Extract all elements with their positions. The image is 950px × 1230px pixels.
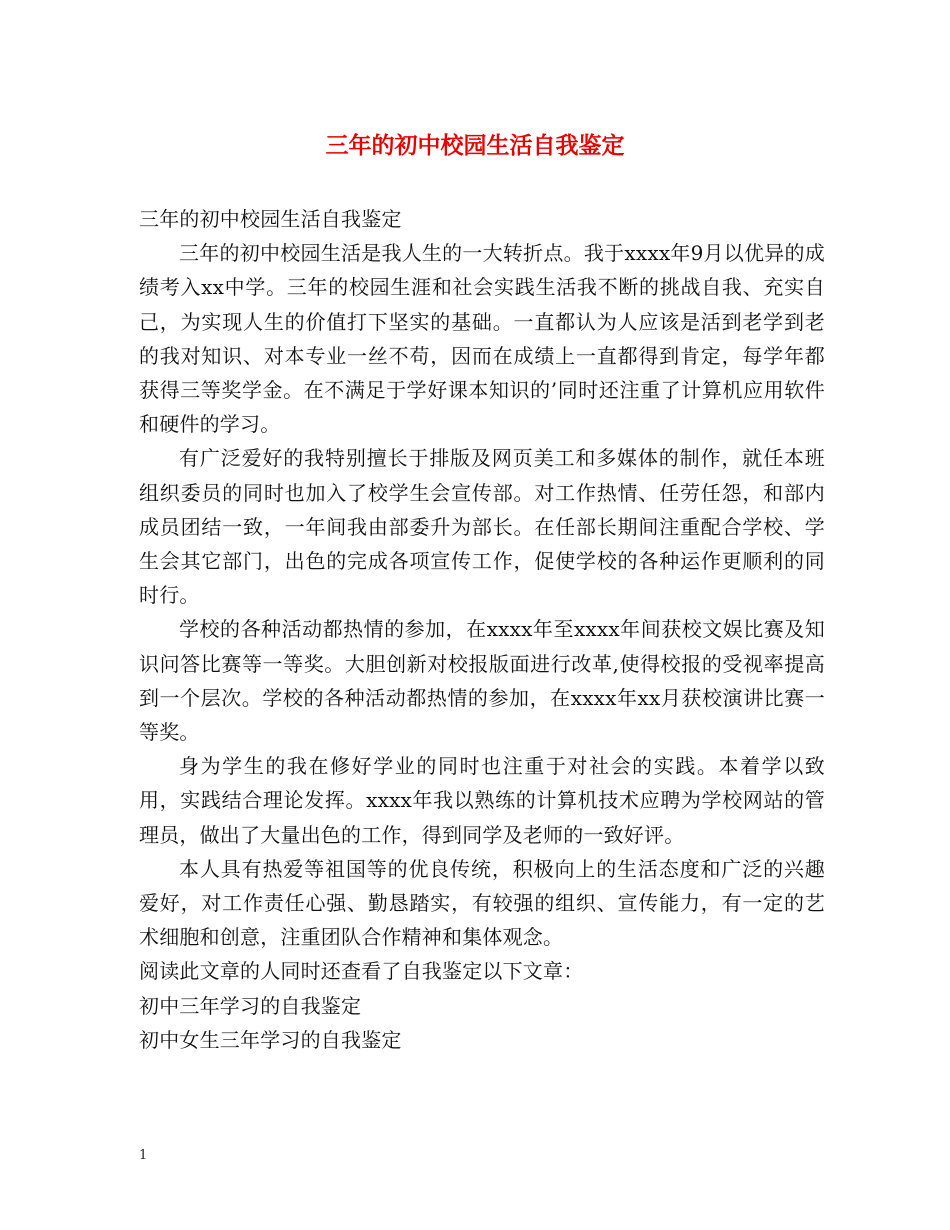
paragraph-1: 三年的初中校园生活是我人生的一大转折点。我于xxxx年9月以优异的成绩考入xx中学。三年的校园生涯和社会实践生活我不断的挑战自我、充实自己，为实现人生的价值打下坚实的基础。一直都认为人应该是活到老学到老的我对知识、对本专业一丝不苟，因而在成绩上一直都得到肯定，每学年都获得三等奖学金。在不满足于学好课本知识的’同时还注重了计算机应用软件和硬件的学习。 xyxy=(139,241,825,437)
document-body xyxy=(139,202,825,1057)
related-articles-intro: 阅读此文章的人同时还查看了自我鉴定以下文章： xyxy=(139,959,584,984)
document-subtitle: 三年的初中校园生活自我鉴定 xyxy=(139,207,402,231)
paragraph-5: 本人具有热爱等祖国等的优良传统，积极向上的生活态度和广泛的兴趣爱好，对工作责任心强、勤恳踏实，有较强的组织、宣传能力，有一定的艺术细胞和创意，注重团队合作精神和集体观念。 xyxy=(139,856,825,950)
related-article-link-1[interactable]: 初中三年学习的自我鉴定 xyxy=(139,993,362,1018)
related-article-link-2[interactable]: 初中女生三年学习的自我鉴定 xyxy=(139,1027,402,1052)
paragraph-2: 有广泛爱好的我特别擅长于排版及网页美工和多媒体的制作，就任本班组织委员的同时也加入了校学生会宣传部。对工作热情、任劳任怨，和部内成员团结一致，一年间我由部委升为部长。在任部长期间注重配合学校、学生会其它部门，出色的完成各项宣传工作，促使学校的各种运作更顺利的同时行。 xyxy=(139,446,825,608)
paragraph-4: 身为学生的我在修好学业的同时也注重于对社会的实践。本着学以致用，实践结合理论发挥。xxxx年我以熟练的计算机技术应聘为学校网站的管理员，做出了大量出色的工作，得到同学及老师的一致好评。 xyxy=(139,754,825,847)
document-title: 三年的初中校园生活自我鉴定 xyxy=(325,132,625,159)
page-number: 1 xyxy=(139,1148,148,1163)
paragraph-3: 学校的各种活动都热情的参加，在xxxx年至xxxx年间获校文娱比赛及知识问答比赛等一等奖。大胆创新对校报版面进行改革,使得校报的受视率提高到一个层次。学校的各种活动都热情的参加，在xxxx年xx月获校演讲比赛一等奖。 xyxy=(139,617,825,745)
